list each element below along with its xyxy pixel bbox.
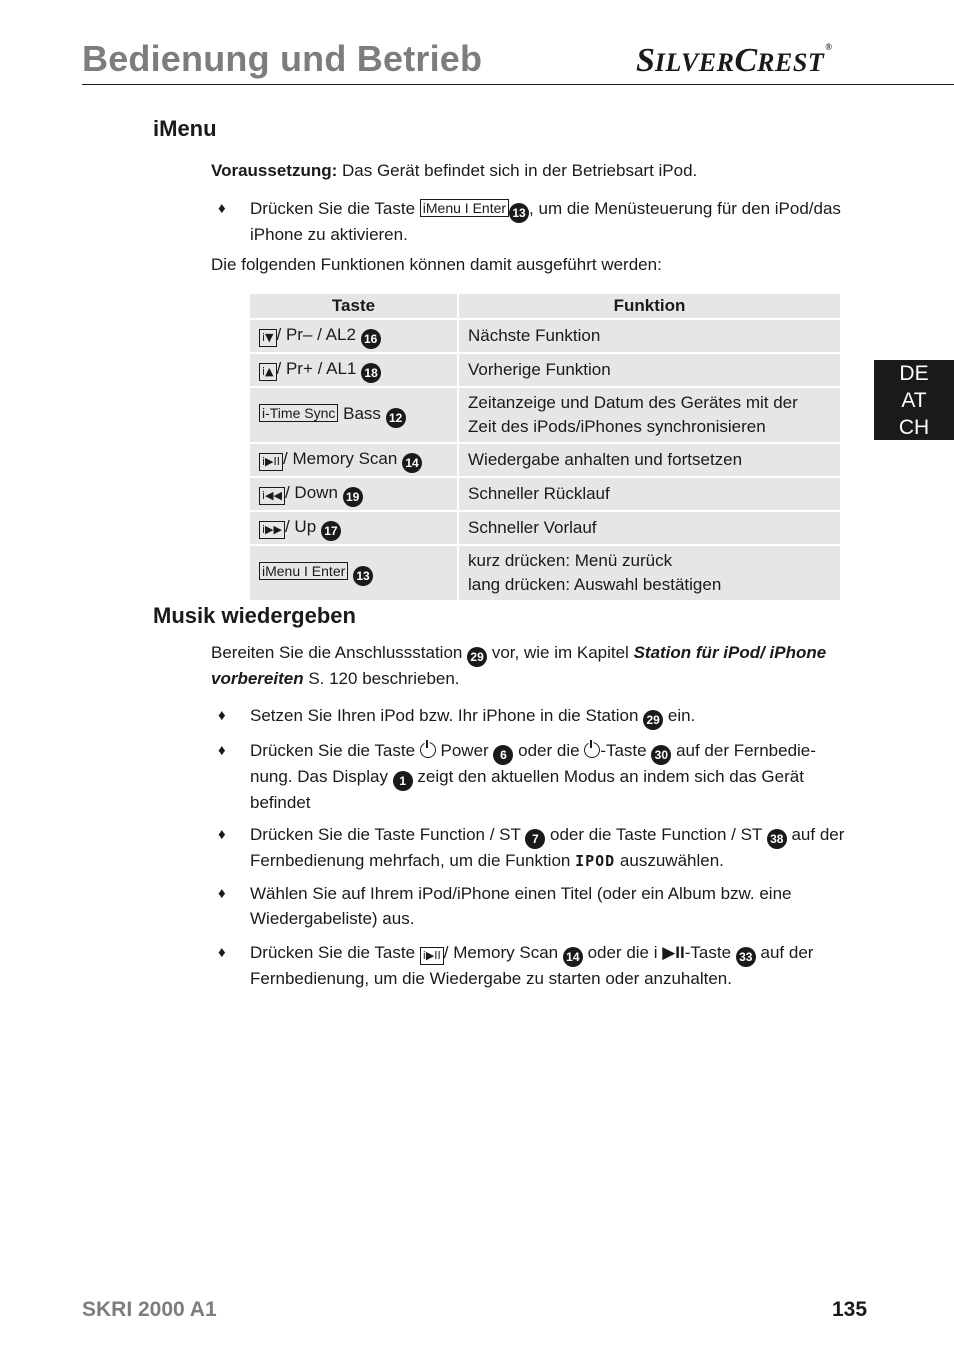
section-heading-imenu: iMenu [153, 116, 217, 141]
power-icon [584, 742, 600, 758]
funktion-line: lang drücken: Auswahl bestätigen [468, 575, 722, 594]
taste-label: / Down [284, 483, 338, 502]
column-header-taste: Taste [250, 294, 458, 319]
text: -Taste [684, 943, 736, 962]
chapter-reference: Station für iPod/ iPhone vorbereiten [211, 643, 827, 688]
prereq-text: Das Gerät befindet sich in der Betriebsart iPod. [337, 161, 698, 180]
text: vor, wie im Kapitel [487, 643, 634, 662]
funktion-cell: Vorherige Funktion [458, 353, 840, 387]
musik-bullet-5 [250, 941, 845, 992]
table-row [250, 353, 840, 387]
itime-sync-key: i-Time Sync [259, 404, 338, 422]
number-badge: 14 [402, 453, 422, 473]
text: Power [435, 741, 494, 760]
table-row [250, 511, 840, 545]
text: , um die Menüsteuerung für den iPod/das iPhone zu aktivieren. [250, 199, 841, 244]
number-badge: 29 [643, 710, 663, 730]
section-heading-musik: Musik wiedergeben [153, 603, 356, 628]
bullet-icon: ♦ [218, 200, 226, 217]
prerequisite [211, 159, 841, 184]
number-badge: 38 [767, 829, 787, 849]
funktion-line: Zeitanzeige und Datum des Gerätes mit der [468, 393, 798, 412]
number-badge: 1 [393, 771, 413, 791]
lcd-ipod-display: IPOD [575, 852, 616, 870]
page-header-title: Bedienung und Betrieb [82, 38, 483, 79]
bullet-icon: ♦ [218, 885, 226, 902]
number-badge: 6 [493, 745, 513, 765]
musik-bullet-1 [250, 704, 845, 730]
logo-part: S [636, 42, 655, 79]
number-badge: 13 [353, 566, 373, 586]
funktion-cell: Wiedergabe anhalten und fortsetzen [458, 443, 840, 477]
ipod-up-icon: i▲ [259, 363, 277, 381]
number-badge: 30 [651, 745, 671, 765]
silvercrest-logo [636, 42, 832, 80]
text: zeigt den aktuellen Modus an indem sich das Gerät befindet [250, 767, 804, 812]
number-badge: 18 [361, 363, 381, 383]
bullet-icon: ♦ [218, 707, 226, 724]
text: Drücken Sie die Taste Function / ST [250, 825, 526, 844]
table-row [250, 477, 840, 511]
lang-code: CH [898, 416, 930, 439]
text: auf der Fernbedienung. Das Display [250, 741, 816, 786]
taste-cell [250, 353, 458, 387]
number-badge: 33 [736, 947, 756, 967]
language-tab [874, 360, 954, 440]
number-badge: 12 [386, 408, 406, 428]
lang-code: AT [901, 389, 927, 412]
lang-code: DE [899, 362, 929, 385]
rewind-icon: i◀◀ [259, 487, 285, 505]
table-row [250, 443, 840, 477]
logo-part: REST [757, 48, 825, 77]
bullet-icon: ♦ [218, 944, 226, 961]
text: Drücken Sie die Taste [250, 943, 420, 962]
registered-mark: ® [825, 42, 832, 52]
musik-bullet-4: Wählen Sie auf Ihrem iPod/iPhone einen Titel (oder ein Album bzw. eine Wiedergabeliste) aus. [250, 884, 792, 928]
power-icon [420, 742, 436, 758]
text: ein. [663, 706, 696, 725]
number-badge: 13 [509, 203, 529, 223]
musik-bullet-2 [250, 739, 845, 816]
play-pause-glyph-icon: ▶II [662, 943, 685, 962]
imenu-enter-key: iMenu I Enter [259, 562, 348, 580]
text: Drücken Sie die Taste [250, 741, 420, 760]
taste-label: / Pr– / AL2 [276, 325, 356, 344]
text: Drücken Sie die Taste [250, 199, 420, 218]
prereq-label: Voraussetzung: [211, 161, 338, 180]
text: auf der Fernbedienung mehrfach, um die Funktion [250, 825, 845, 870]
page-number: 135 [832, 1298, 868, 1321]
number-badge: 29 [467, 647, 487, 667]
logo-part: ILVER [654, 48, 735, 77]
footer-model: SKRI 2000 A1 [82, 1298, 217, 1321]
bullet-icon: ♦ [218, 742, 226, 759]
imenu-enter-key: iMenu I Enter [420, 199, 509, 217]
text: auszuwählen. [615, 851, 724, 870]
funktion-cell [458, 387, 840, 443]
taste-label: / Pr+ / AL1 [276, 359, 357, 378]
ipod-down-icon: i▼ [259, 329, 277, 347]
play-pause-icon: i▶II [420, 947, 444, 965]
funktion-line: Zeit des iPods/iPhones synchronisieren [468, 417, 766, 436]
function-table [250, 294, 840, 602]
funktion-cell [458, 545, 840, 601]
table-header-row [250, 294, 840, 319]
text: -Taste [600, 741, 652, 760]
table-row [250, 319, 840, 353]
bullet-icon: ♦ [218, 826, 226, 843]
table-row [250, 545, 840, 601]
funktion-cell: Schneller Vorlauf [458, 511, 840, 545]
musik-bullet-3 [250, 823, 845, 874]
header-rule [82, 84, 954, 85]
funktion-cell: Nächste Funktion [458, 319, 840, 353]
taste-cell [250, 477, 458, 511]
text: oder die [513, 741, 585, 760]
number-badge: 16 [361, 329, 381, 349]
text: / Memory Scan [443, 943, 563, 962]
taste-label: / Up [284, 517, 317, 536]
text: Bereiten Sie die Anschlussstation [211, 643, 468, 662]
musik-intro [211, 641, 841, 692]
number-badge: 7 [525, 829, 545, 849]
taste-cell [250, 511, 458, 545]
taste-cell [250, 387, 458, 443]
text: oder die Taste Function / ST [545, 825, 767, 844]
taste-cell [250, 545, 458, 601]
play-pause-icon: i▶II [259, 453, 283, 471]
taste-cell [250, 319, 458, 353]
text: Setzen Sie Ihren iPod bzw. Ihr iPhone in die Station [250, 706, 644, 725]
number-badge: 19 [343, 487, 363, 507]
funktion-cell: Schneller Rücklauf [458, 477, 840, 511]
text: auf der Fernbedienung, um die Wiedergabe zu starten oder anzuhalten. [250, 943, 814, 988]
logo-part: C [734, 42, 758, 79]
number-badge: 14 [563, 947, 583, 967]
taste-label: / Memory Scan [283, 449, 398, 468]
table-intro: Die folgenden Funktionen können damit ausgeführt werden: [211, 255, 662, 274]
taste-label: Bass [338, 404, 381, 423]
taste-cell [250, 443, 458, 477]
funktion-line: kurz drücken: Menü zurück [468, 551, 673, 570]
text: oder die i [582, 943, 663, 962]
text: S. 120 beschrieben. [303, 669, 460, 688]
number-badge: 17 [321, 521, 341, 541]
imenu-bullet-1 [250, 197, 845, 248]
table-row [250, 387, 840, 443]
fast-forward-icon: i▶▶ [259, 521, 285, 539]
column-header-funktion: Funktion [458, 294, 840, 319]
